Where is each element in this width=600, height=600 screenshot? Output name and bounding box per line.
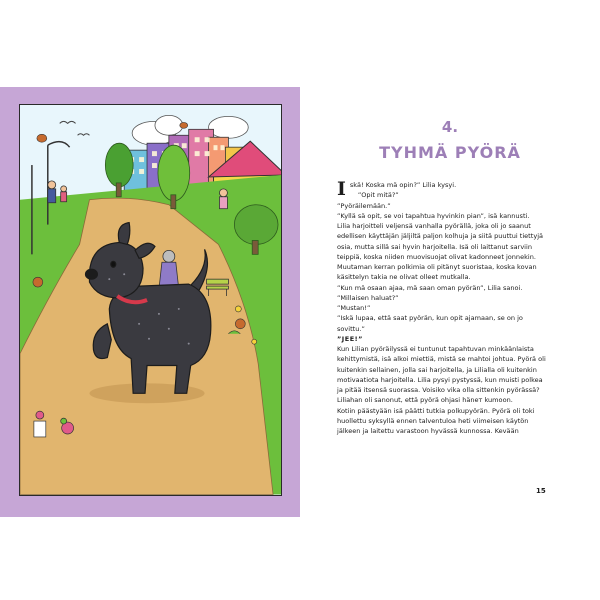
page-number: 15 [536, 487, 546, 495]
paragraph: ”Opit mitä?” [357, 191, 399, 200]
drop-cap: I [337, 178, 346, 200]
paragraph: Iskä! Koska mä opin?” Lilia kysyi. [337, 178, 457, 200]
chapter-illustration [19, 104, 282, 496]
paragraph: ”JEE!” [337, 334, 363, 343]
chapter-title: TYHMÄ PYÖRÄ [379, 143, 521, 162]
paragraph: ”Pyöräilemään.” [337, 201, 391, 210]
paragraph: ”Kun mä osaan ajaa, mä saan oman pyörän”, Lilia sanoi. [337, 283, 523, 292]
chapter-body-text [337, 180, 548, 436]
paragraph: ”Kyllä sä opit, se voi tapahtua hyvinkin pian”, isä kannusti. [337, 211, 530, 220]
paragraph: ”Millaisen haluat?” [337, 293, 399, 302]
chapter-number: 4. [441, 118, 459, 136]
paragraph: Kun Lilian pyöräilyssä ei tuntunut tapahtuvan minkäänlaista kehittymistä, isä alkoi miettiä, mistä se mahtoi johtua. Pyörä oli kuitenkin sellainen, jolla sai harjoitella, ja Lilialla oli kuitenkin motivaatiota harjoitella. Lilia pysyi pystyssä, kun muisti polkea ja pitää itsensä suorassa. Voisiko vika olla sittenkin pyörässä? Liliahan oli sanonut, että pyörä ohjasi häneт kumoon. [337, 345, 546, 405]
paragraph: ”Iskä lupaa, että saat pyörän, kun opit ajamaan, se on jo sovittu.” [337, 314, 523, 333]
paragraph: Lilia harjoitteli veljensä vanhalla pyörällä, joka oli jo saanut edellisen käyttäjän jäljiltä paljon kolhuja ja siitä puuttui tiettyjä osia, mutta sillä sai hyvin harjoitella. Isä oli laittanut sarviin teippiä, koska niiden muovisuojat olivat kadonneet jonnekin. Muutaman kerran polkimia oli pitänyt suoristaa, koska kovan käsittelyn takia ne olivat olleet mutkalla. [337, 222, 544, 282]
paragraph: ”Mustan!” [337, 304, 371, 312]
paragraph: Kotiin päästyään isä päätti tutkia polkupyörän. Pyörä oli toki huollettu syksyllä ennen talventuloa heti viimeisen käytön jälkeen ja laitettu varastoon hyvässä kunnossa. Kevään [337, 406, 535, 435]
